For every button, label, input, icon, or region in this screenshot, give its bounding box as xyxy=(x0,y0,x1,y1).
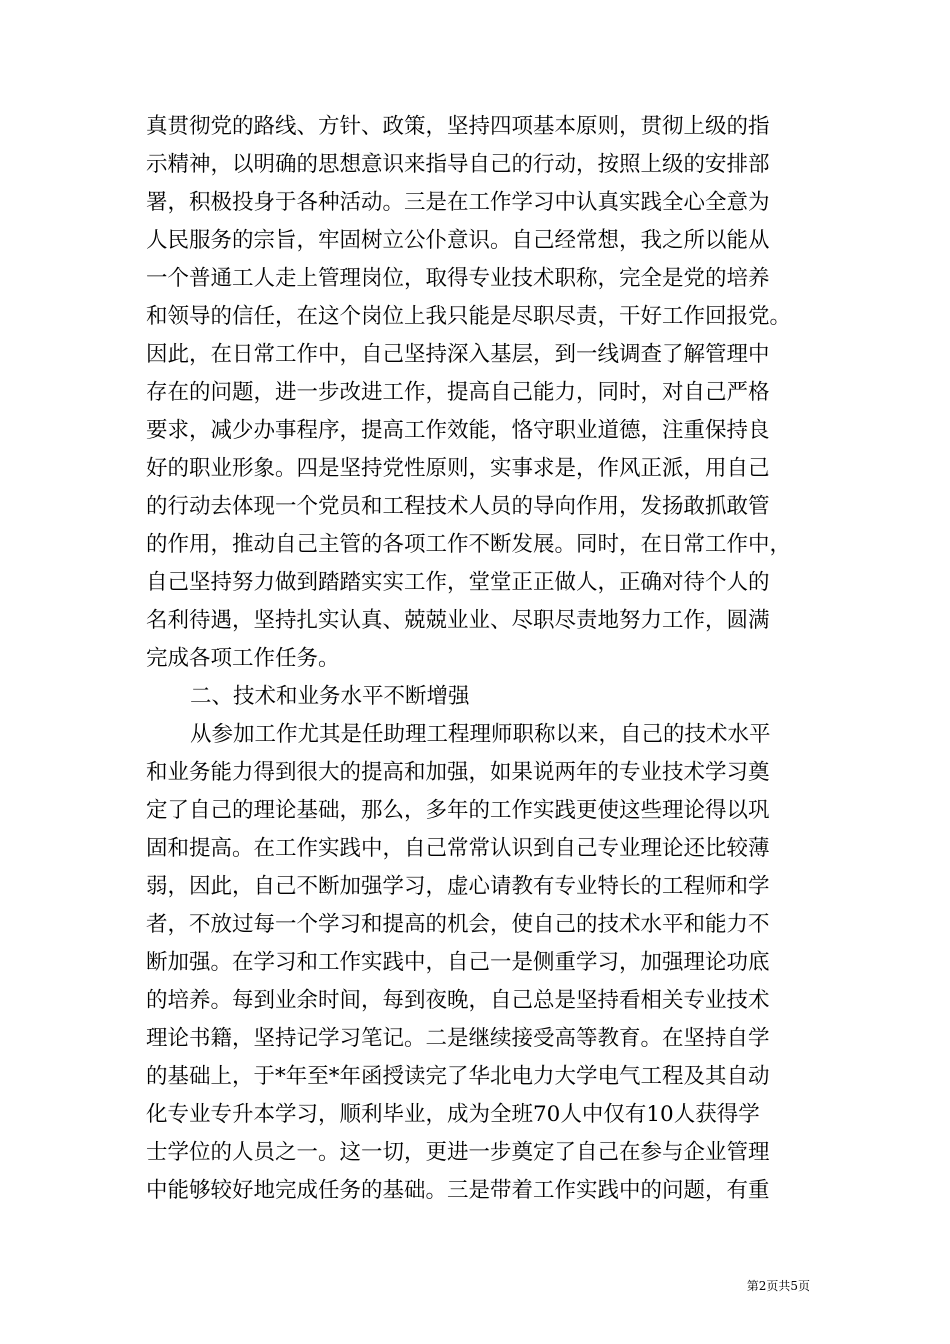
text-line: 化专业专升本学习，顺利毕业，成为全班70人中仅有10人获得学 xyxy=(146,1102,760,1127)
text-line: 理论书籍，坚持记学习笔记。二是继续接受高等教育。在坚持自学 xyxy=(146,1026,770,1051)
text-line: 者，不放过每一个学习和提高的机会，使自己的技术水平和能力不 xyxy=(146,912,770,937)
text-line: 一个普通工人走上管理岗位，取得专业技术职称，完全是党的培养 xyxy=(146,266,770,291)
text-line: 中能够较好地完成任务的基础。三是带着工作实践中的问题，有重 xyxy=(146,1178,770,1203)
text-line: 定了自己的理论基础，那么，多年的工作实践更使这些理论得以巩 xyxy=(146,798,770,823)
text-line: 好的职业形象。四是坚持党性原则，实事求是，作风正派，用自己 xyxy=(146,456,770,481)
text-line: 存在的问题，进一步改进工作，提高自己能力，同时，对自己严格 xyxy=(146,380,770,405)
text-line: 人民服务的宗旨，牢固树立公仆意识。自己经常想，我之所以能从 xyxy=(146,228,770,253)
text-line: 从参加工作尤其是任助理工程理师职称以来，自己的技术水平 xyxy=(190,722,771,747)
page-number-footer: 第2页共5页 xyxy=(746,1279,810,1293)
text-line: 要求，减少办事程序，提高工作效能，恪守职业道德，注重保持良 xyxy=(146,418,770,443)
section-heading: 二、技术和业务水平不断增强 xyxy=(190,684,470,709)
text-line: 的作用，推动自己主管的各项工作不断发展。同时，在日常工作中， xyxy=(146,532,792,557)
text-line: 和业务能力得到很大的提高和加强，如果说两年的专业技术学习奠 xyxy=(146,760,770,785)
text-line: 士学位的人员之一。这一切，更进一步奠定了自己在参与企业管理 xyxy=(146,1140,770,1165)
text-line: 断加强。在学习和工作实践中，自己一是侧重学习，加强理论功底 xyxy=(146,950,770,975)
text-line: 弱，因此，自己不断加强学习，虚心请教有专业特长的工程师和学 xyxy=(146,874,770,899)
text-line: 的行动去体现一个党员和工程技术人员的导向作用，发扬敢抓敢管 xyxy=(146,494,770,519)
text-line: 署，积极投身于各种活动。三是在工作学习中认真实践全心全意为 xyxy=(146,190,770,215)
text-line: 固和提高。在工作实践中，自己常常认识到自己专业理论还比较薄 xyxy=(146,836,770,861)
text-line: 的培养。每到业余时间，每到夜晚，自己总是坚持看相关专业技术 xyxy=(146,988,770,1013)
text-line: 完成各项工作任务。 xyxy=(146,646,340,671)
body-text xyxy=(146,108,806,1210)
text-line: 示精神，以明确的思想意识来指导自己的行动，按照上级的安排部 xyxy=(146,152,770,177)
text-line: 和领导的信任，在这个岗位上我只能是尽职尽责，干好工作回报党。 xyxy=(146,304,792,329)
text-line: 真贯彻党的路线、方针、政策，坚持四项基本原则，贯彻上级的指 xyxy=(146,114,770,139)
text-line: 名利待遇，坚持扎实认真、兢兢业业、尽职尽责地努力工作，圆满 xyxy=(146,608,770,633)
text-line: 的基础上，于*年至*年函授读完了华北电力大学电气工程及其自动 xyxy=(146,1064,770,1089)
text-line: 因此，在日常工作中，自己坚持深入基层，到一线调查了解管理中 xyxy=(146,342,770,367)
text-line: 自己坚持努力做到踏踏实实工作，堂堂正正做人，正确对待个人的 xyxy=(146,570,770,595)
